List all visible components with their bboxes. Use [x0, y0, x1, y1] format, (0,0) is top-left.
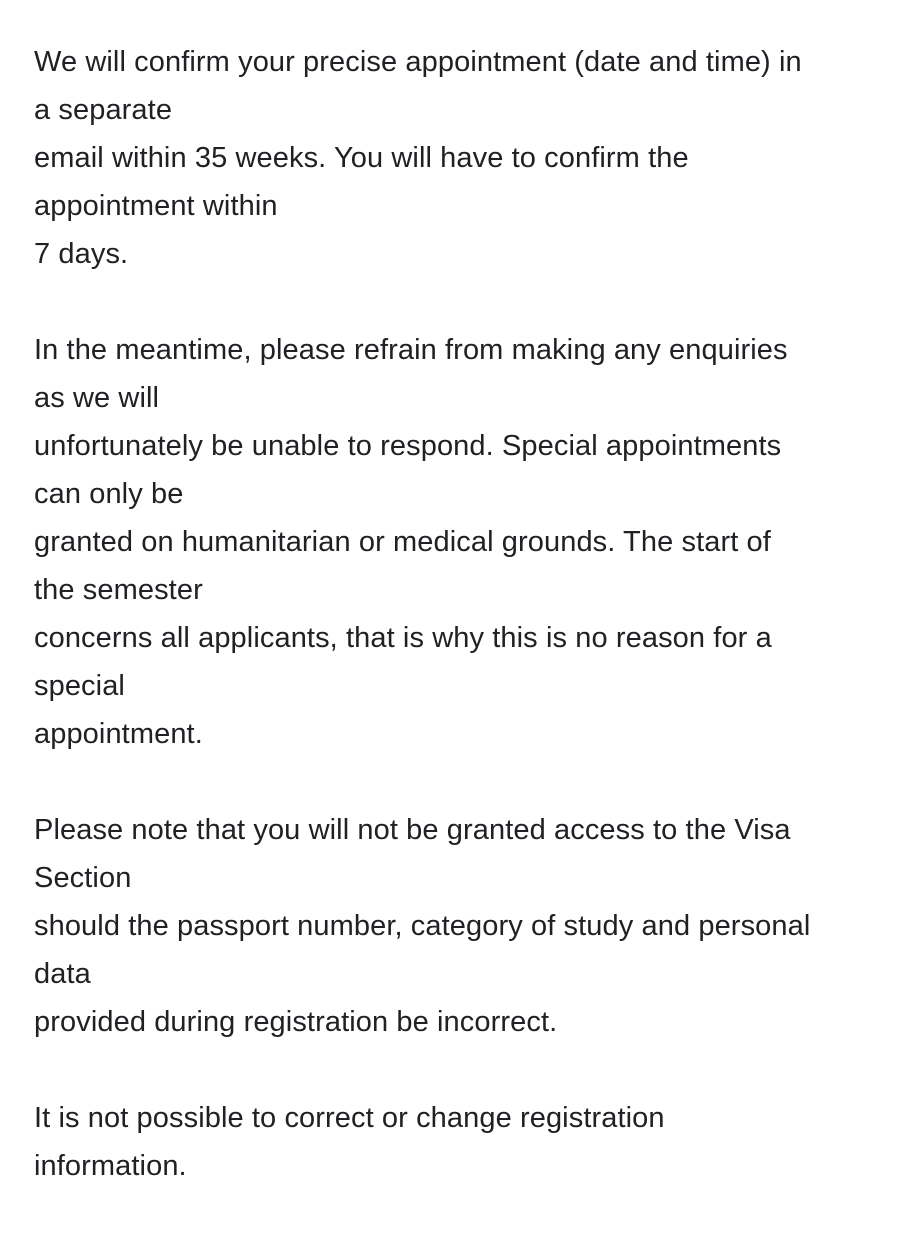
paragraph-no-changes	[34, 1094, 904, 1190]
text-line: It is not possible to correct or change registration	[34, 1102, 665, 1134]
text-line: Section	[34, 862, 132, 894]
text-line: In the meantime, please refrain from making any enquiries	[34, 334, 788, 366]
text-line: special	[34, 670, 125, 702]
text-line: We will confirm your precise appointment (date and time) in	[34, 46, 802, 78]
text-line: Please note that you will not be granted access to the Visa	[34, 814, 791, 846]
text-line: email within 35 weeks. You will have to confirm the	[34, 142, 689, 174]
email-body-text	[34, 38, 904, 1238]
text-line: 7 days.	[34, 238, 129, 270]
paragraph-access-warning	[34, 806, 904, 1046]
text-line: provided during registration be incorrect.	[34, 1006, 558, 1038]
text-line: unfortunately be unable to respond. Special appointments	[34, 430, 782, 462]
text-line: granted on humanitarian or medical grounds. The start of	[34, 526, 771, 558]
paragraph-no-enquiries	[34, 326, 904, 758]
text-line: concerns all applicants, that is why this is no reason for a	[34, 622, 772, 654]
text-line: a separate	[34, 94, 173, 126]
text-line: information.	[34, 1150, 187, 1182]
text-line: should the passport number, category of study and personal	[34, 910, 811, 942]
text-line: data	[34, 958, 91, 990]
text-line: the semester	[34, 574, 203, 606]
text-line: appointment.	[34, 718, 203, 750]
text-line: can only be	[34, 478, 184, 510]
text-line: appointment within	[34, 190, 278, 222]
paragraph-appointment-confirmation	[34, 38, 904, 278]
text-line: as we will	[34, 382, 160, 414]
